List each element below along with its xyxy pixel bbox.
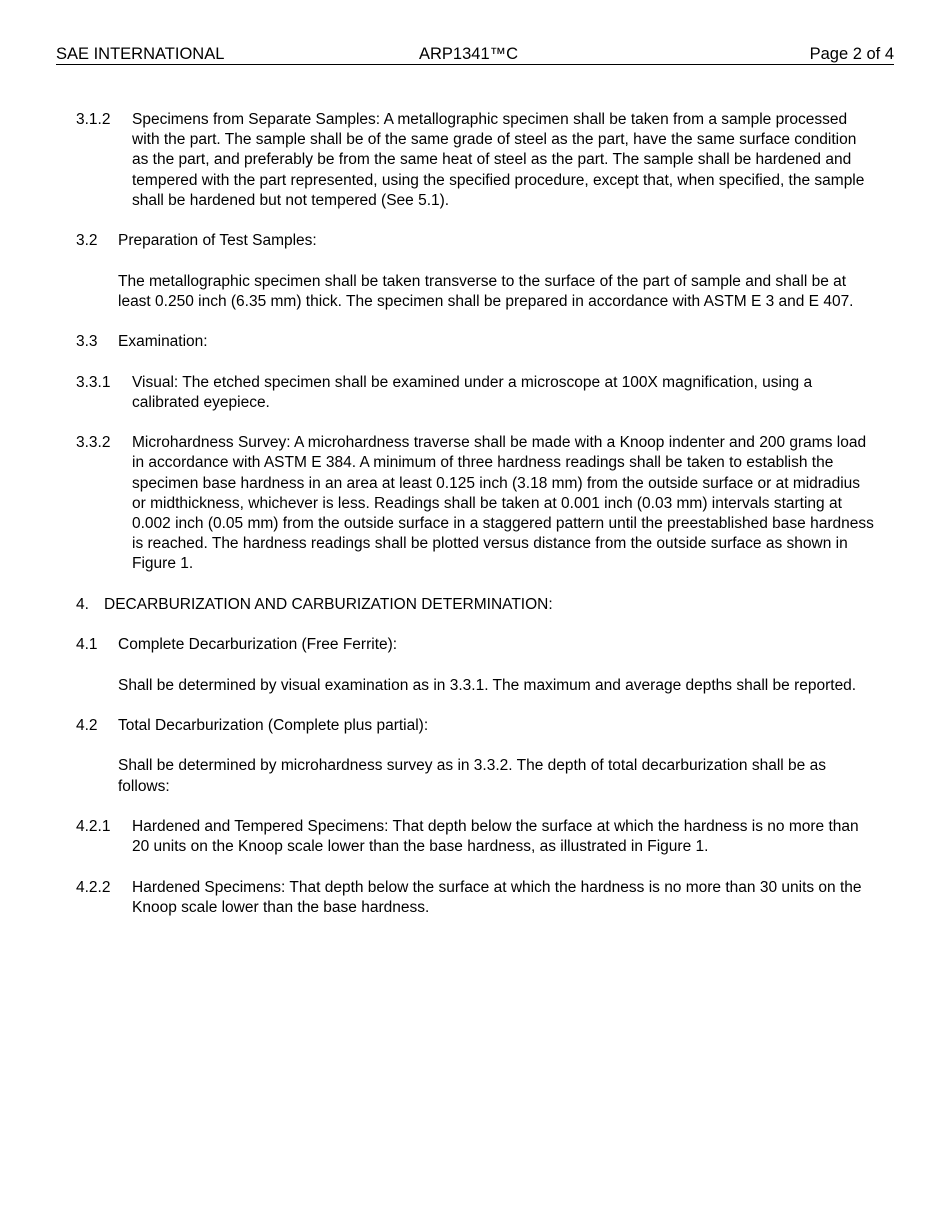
section-number: 4.2 xyxy=(76,716,98,734)
section-4 xyxy=(76,595,876,615)
section-number: 3.3.2 xyxy=(76,434,111,452)
section-text: Hardened Specimens: That depth below the surface at which the hardness is no more than 30 units on the Knoop scale lower than the base hardness. xyxy=(132,878,862,916)
section-heading: Total Decarburization (Complete plus partial): xyxy=(118,716,429,734)
section-3-3 xyxy=(76,332,876,352)
section-text: Shall be determined by visual examination as in 3.3.1. The maximum and average depths shall be reported. xyxy=(118,676,857,694)
section-number: 4.2.1 xyxy=(76,817,111,835)
section-number: 3.1.2 xyxy=(76,111,111,128)
page-header xyxy=(56,44,894,65)
section-4-1 xyxy=(76,635,876,655)
section-text: The metallographic specimen shall be taken transverse to the surface of the part of sample and shall be at least 0.250 inch (6.35 mm) thick. The specimen shall be prepared in accordance with ASTM E 3 and E 407. xyxy=(118,272,854,310)
section-heading: DECARBURIZATION AND CARBURIZATION DETERMINATION: xyxy=(104,595,553,613)
section-number: 3.3.1 xyxy=(76,373,111,391)
section-3-3-1 xyxy=(76,373,876,413)
section-3-1-2 xyxy=(76,110,876,211)
section-3-2-body xyxy=(76,272,876,312)
section-number: 4. xyxy=(76,595,89,613)
section-4-1-body xyxy=(76,676,876,696)
section-number: 4.2.2 xyxy=(76,878,111,896)
section-4-2-1 xyxy=(76,817,876,857)
section-text: Hardened and Tempered Specimens: That depth below the surface at which the hardness is no more than 20 units on the Knoop scale lower than the base hardness, as illustrated in Figure 1. xyxy=(132,817,859,856)
header-page-number: Page 2 of 4 xyxy=(809,45,894,63)
section-3-3-2 xyxy=(76,433,876,574)
section-heading: Preparation of Test Samples: xyxy=(118,232,317,250)
section-4-2 xyxy=(76,716,876,736)
section-text: Microhardness Survey: A microhardness traverse shall be made with a Knoop indenter and 200 grams load in accordance with ASTM E 384. A minimum of three hardness readings shall be taken to establish the specimen base hardness in an area at least 0.125 inch (3.18 mm) from the outside surface or at midradius or midthickness, whichever is less. Readings shall be taken at 0.001 inch (0.03 mm) intervals starting at 0.002 inch (0.05 mm) from the outside surface in a staggered pattern until the preestablished base hardness is reached. The hardness readings shall be plotted versus distance from the outside surface as shown in Figure 1. xyxy=(132,434,874,573)
document-body xyxy=(76,110,876,938)
header-organization: SAE INTERNATIONAL xyxy=(56,45,225,63)
section-number: 3.2 xyxy=(76,232,98,250)
section-4-2-2 xyxy=(76,878,876,918)
section-number: 3.3 xyxy=(76,333,98,351)
section-text: Specimens from Separate Samples: A metallographic specimen shall be taken from a sample processed with the part. The sample shall be of the same grade of steel as the part, have the same surface condition as the part, and preferably be from the same heat of steel as the part. The sample shall be hardened and tempered with the part represented, using the specified procedure, except that, when specified, the sample shall be hardened but not tempered (See 5.1). xyxy=(132,111,865,209)
header-document-number: ARP1341™C xyxy=(419,45,519,63)
section-heading: Complete Decarburization (Free Ferrite): xyxy=(118,636,398,654)
section-text: Shall be determined by microhardness survey as in 3.3.2. The depth of total decarburization shall be as follows: xyxy=(118,757,826,795)
section-4-2-body xyxy=(76,756,876,796)
section-text: Visual: The etched specimen shall be examined under a microscope at 100X magnification, using a calibrated eyepiece. xyxy=(132,373,813,411)
section-3-2 xyxy=(76,231,876,251)
section-number: 4.1 xyxy=(76,636,98,654)
section-heading: Examination: xyxy=(118,333,208,351)
